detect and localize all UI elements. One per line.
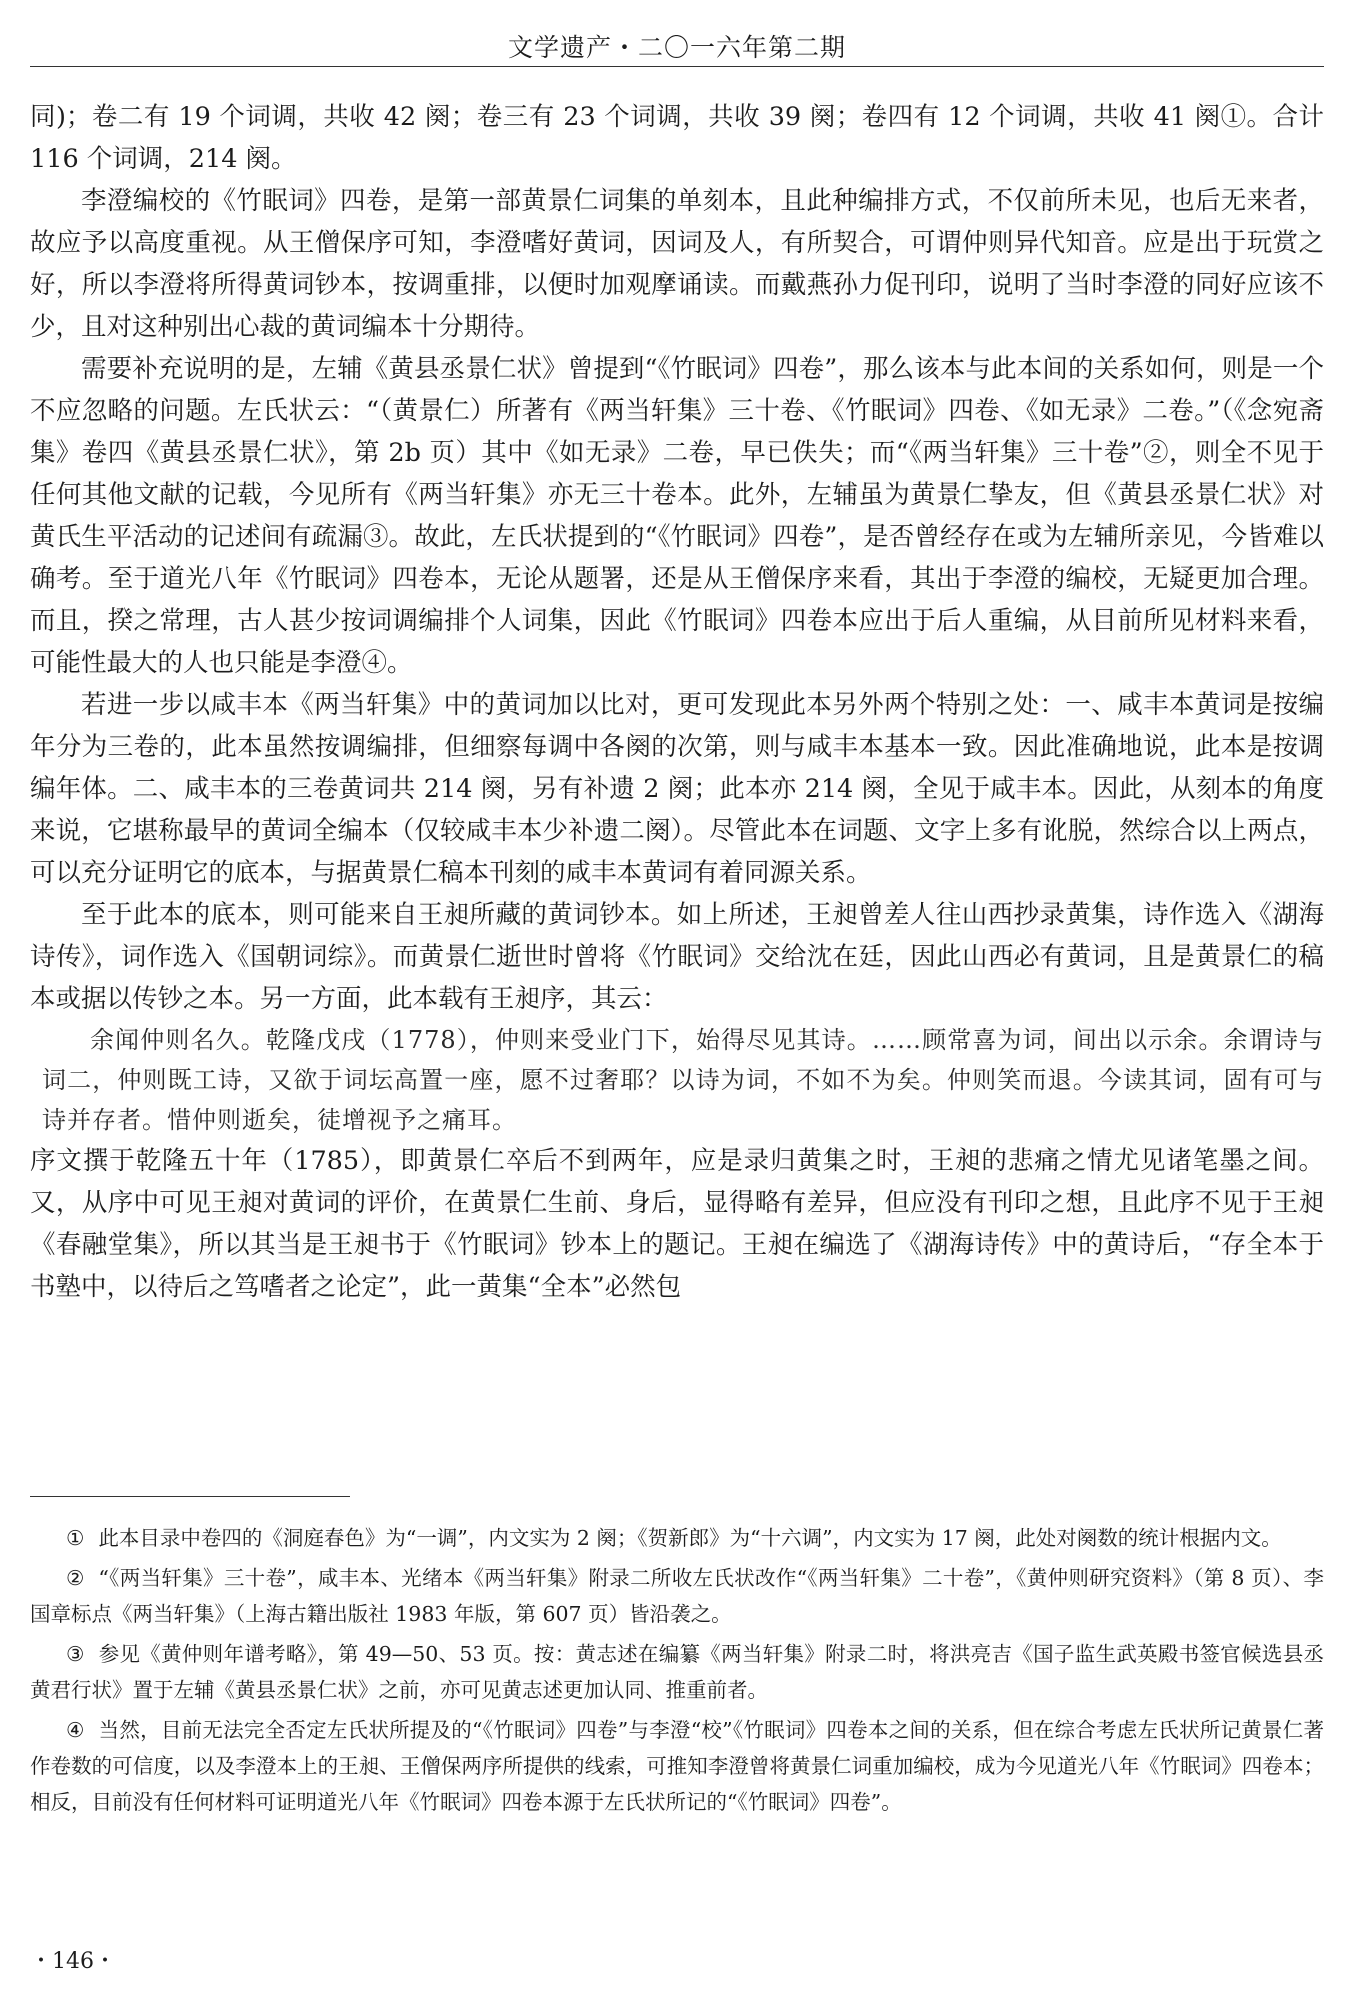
footnote-rule (30, 1496, 350, 1497)
block-quote: 余闻仲则名久。乾隆戊戌（1778），仲则来受业门下，始得尽见其诗。……顾常喜为词，间出以示余。余谓诗与词二，仲则既工诗，又欲于词坛高置一座，愿不过奢耶？以诗为词，不如不为矣。仲则笑而退。今读其词，固有可与诗并存者。惜仲则逝矣，徒增视予之痛耳。 (42, 1026, 1324, 1134)
paragraph: 李澄编校的《竹眠词》四卷，是第一部黄景仁词集的单刻本，且此种编排方式，不仅前所未见，也后无来者，故应予以高度重视。从王僧保序可知，李澄嗜好黄词，因词及人，有所契合，可谓仲则异代知音。应是出于玩赏之好，所以李澄将所得黄词钞本，按调重排，以便时加观摩诵读。而戴燕孙力促刊印，说明了当时李澄的同好应该不少，且对这种别出心裁的黄词编本十分期待。 (30, 186, 1324, 342)
footnote (30, 1520, 1324, 1556)
header-rule (30, 66, 1324, 67)
footnote (30, 1712, 1324, 1820)
footnote-mark: ③ (66, 1642, 85, 1666)
footnote-text: 当然，目前无法完全否定左氏状所提及的“《竹眠词》四卷”与李澄“校”《竹眠词》四卷本之间的关系，但在综合考虑左氏状所记黄景仁著作卷数的可信度，以及李澄本上的王昶、王僧保两序所提供的线索，可推知李澄曾将黄景仁词重加编校，成为今见道光八年《竹眠词》四卷本；相反，目前没有任何材料可证明道光八年《竹眠词》四卷本源于左氏状所记的“《竹眠词》四卷”。 (30, 1718, 1324, 1814)
page-number: ・146・ (30, 1949, 116, 1974)
main-text (30, 96, 1324, 1308)
footnote-text: 此本目录中卷四的《洞庭春色》为“一调”，内文实为 2 阕；《贺新郎》为“十六调”，内文实为 17 阕，此处对阕数的统计根据内文。 (98, 1526, 1282, 1550)
footnote-text: “《两当轩集》三十卷”，咸丰本、光绪本《两当轩集》附录二所收左氏状改作“《两当轩集》二十卷”，《黄仲则研究资料》（第 8 页）、李国章标点《两当轩集》（上海古籍出版社 1983 年版，第 607 页）皆沿袭之。 (30, 1566, 1324, 1626)
paragraph: 同)；卷二有 19 个词调，共收 42 阕；卷三有 23 个词调，共收 39 阕；卷四有 12 个词调，共收 41 阕①。合计 116 个词调，214 阕。 (30, 102, 1324, 174)
footnotes (30, 1520, 1324, 1824)
footnote-mark: ② (66, 1566, 85, 1590)
footnote (30, 1636, 1324, 1708)
paragraph: 序文撰于乾隆五十年（1785），即黄景仁卒后不到两年，应是录归黄集之时，王昶的悲痛之情尤见诸笔墨之间。又，从序中可见王昶对黄词的评价，在黄景仁生前、身后，显得略有差异，但应没有刊印之想，且此序不见于王昶《春融堂集》，所以其当是王昶书于《竹眠词》钞本上的题记。王昶在编选了《湖海诗传》中的黄诗后，“存全本于书塾中，以待后之笃嗜者之论定”，此一黄集“全本”必然包 (30, 1146, 1324, 1302)
paragraph: 需要补充说明的是，左辅《黄县丞景仁状》曾提到“《竹眠词》四卷”，那么该本与此本间的关系如何，则是一个不应忽略的问题。左氏状云：“（黄景仁）所著有《两当轩集》三十卷、《竹眠词》四卷、《如无录》二卷。”（《念宛斋集》卷四《黄县丞景仁状》，第 2b 页）其中《如无录》二卷，早已佚失；而“《两当轩集》三十卷”②，则全不见于任何其他文献的记载，今见所有《两当轩集》亦无三十卷本。此外，左辅虽为黄景仁挚友，但《黄县丞景仁状》对黄氏生平活动的记述间有疏漏③。故此，左氏状提到的“《竹眠词》四卷”，是否曾经存在或为左辅所亲见，今皆难以确考。至于道光八年《竹眠词》四卷本，无论从题署，还是从王僧保序来看，其出于李澄的编校，无疑更加合理。而且，揆之常理，古人甚少按词调编排个人词集，因此《竹眠词》四卷本应出于后人重编，从目前所见材料来看，可能性最大的人也只能是李澄④。 (30, 354, 1324, 678)
paragraph: 至于此本的底本，则可能来自王昶所藏的黄词钞本。如上所述，王昶曾差人往山西抄录黄集，诗作选入《湖海诗传》，词作选入《国朝词综》。而黄景仁逝世时曾将《竹眠词》交给沈在廷，因此山西必有黄词，且是黄景仁的稿本或据以传钞之本。另一方面，此本载有王昶序，其云： (30, 900, 1324, 1014)
footnote-text: 参见《黄仲则年谱考略》，第 49—50、53 页。按：黄志述在编纂《两当轩集》附录二时，将洪亮吉《国子监生武英殿书签官候选县丞黄君行状》置于左辅《黄县丞景仁状》之前，亦可见黄志述更加认同、推重前者。 (30, 1642, 1324, 1702)
footnote (30, 1560, 1324, 1632)
footnote-mark: ① (66, 1526, 85, 1550)
running-header: 文学遗产・二〇一六年第二期 (507, 33, 846, 62)
paragraph: 若进一步以咸丰本《两当轩集》中的黄词加以比对，更可发现此本另外两个特别之处：一、咸丰本黄词是按编年分为三卷的，此本虽然按调编排，但细察每调中各阕的次第，则与咸丰本基本一致。因此准确地说，此本是按调编年体。二、咸丰本的三卷黄词共 214 阕，另有补遗 2 阕；此本亦 214 阕，全见于咸丰本。因此，从刻本的角度来说，它堪称最早的黄词全编本（仅较咸丰本少补遗二阕）。尽管此本在词题、文字上多有讹脱，然综合以上两点，可以充分证明它的底本，与据黄景仁稿本刊刻的咸丰本黄词有着同源关系。 (30, 690, 1324, 888)
footnote-mark: ④ (66, 1718, 85, 1742)
